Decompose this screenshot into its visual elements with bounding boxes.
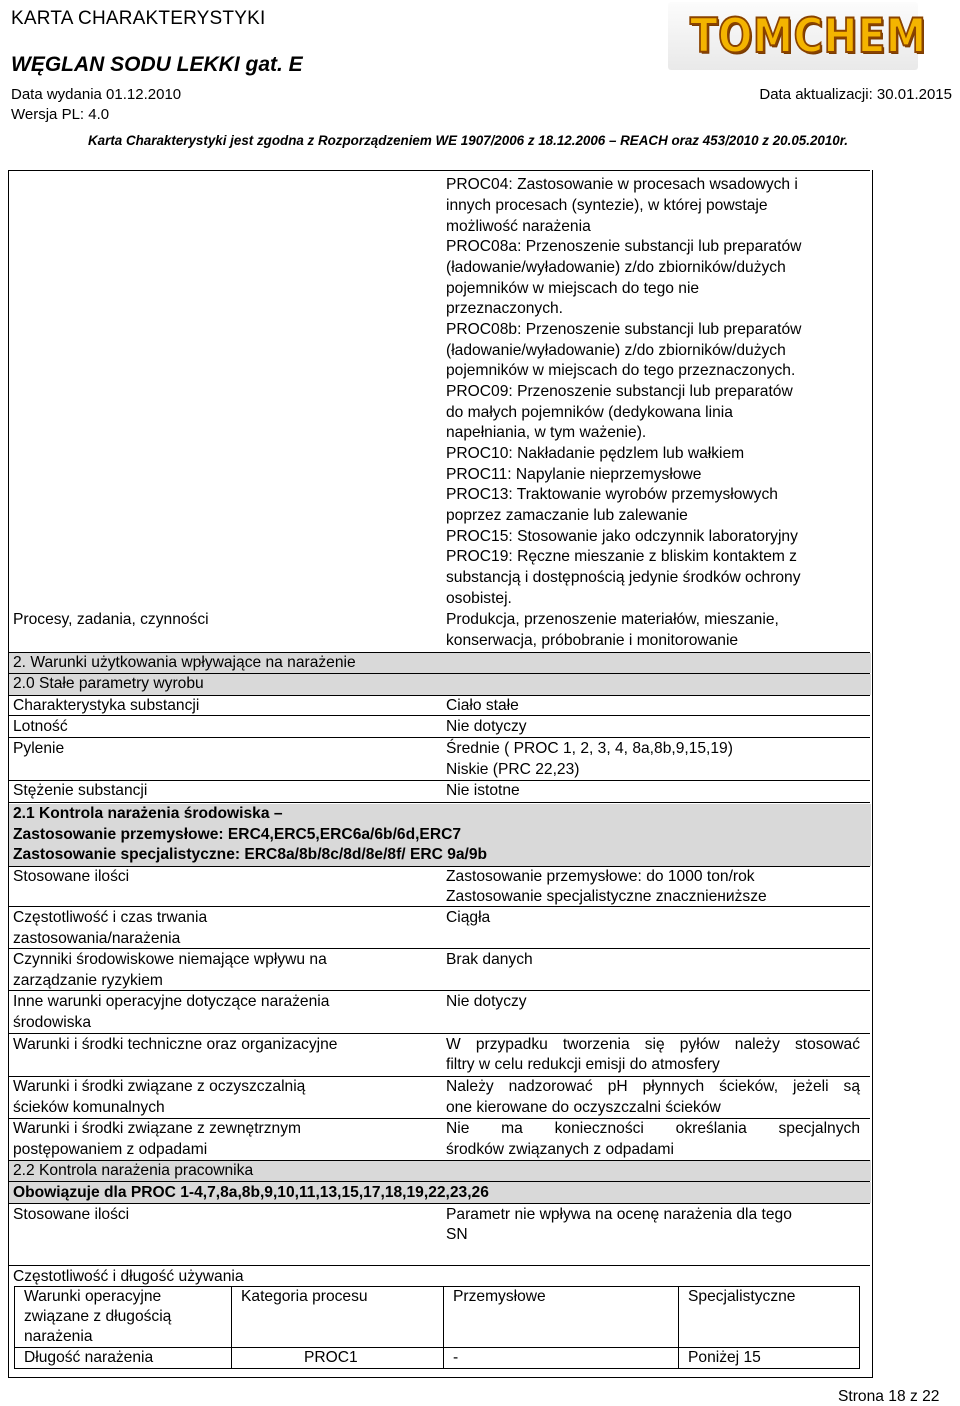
proc-line: PROC08b: Przenoszenie substancji lub preparatów [446,321,802,338]
exposure-table [14,1286,860,1369]
proc-line: PROC10: Nakładanie pędzlem lub wałkiem [446,445,745,462]
product-name: WĘGLAN SODU LEKKI gat. E [11,53,303,76]
table-header-cell: Przemysłowe [444,1287,679,1348]
proc-line: napełniania, w tym ważenie). [446,424,647,441]
procesy-value: Produkcja, przenoszenie materiałów, mieszanie, [446,611,779,628]
param-label: Lotność [13,718,68,735]
table-cell: Długość narażenia [15,1348,232,1369]
update-date: Data aktualizacji: 30.01.2015 [759,86,952,103]
param-value: Ciało stałe [446,697,519,714]
proc-line: PROC04: Zastosowanie w procesach wsadowych i [446,176,798,193]
document-header [0,0,960,170]
table-header-row [15,1287,860,1348]
env-label: zastosowania/narażenia [13,930,181,947]
env-label: zarządzanie ryzykiem [13,972,163,989]
env-value: Zastosowanie specjalistyczne znaczniениższe [446,888,767,905]
proc-line: PROC19: Ręczne mieszanie z bliskim kontaktem z [446,548,797,565]
section-2-0-heading: 2.0 Stałe parametry wyrobu [13,675,204,692]
worker-amount-label: Stosowane ilości [13,1206,130,1223]
procesy-label: Procesy, zadania, czynności [13,611,209,628]
table-row [15,1348,860,1369]
section-2-2-applies: Obowiązuje dla PROC 1-4,7,8a,8b,9,10,11,13,15,17,18,19,22,23,26 [13,1184,489,1201]
section-2-1-heading: 2.1 Kontrola narażenia środowiska – [13,805,283,822]
proc-line: przeznaczonych. [446,300,564,317]
param-label: Stężenie substancji [13,782,148,799]
company-logo-text: TOMCHEM [690,9,927,64]
row-divider [8,802,870,803]
proc-line: osobistej. [446,590,512,607]
param-label: Pylenie [13,740,65,757]
env-value: W przypadku tworzenia się pyłów należy stosować [446,1036,860,1053]
proc-line: PROC13: Traktowanie wyrobów przemysłowych [446,486,778,503]
table-cell: PROC1 [232,1348,444,1369]
table-cell: - [444,1348,679,1369]
proc-line: PROC15: Stosowanie jako odczynnik laboratoryjny [446,528,798,545]
proc-line: poprzez zamaczanie lub zalewanie [446,507,688,524]
table-header-cell: Kategoria procesu [232,1287,444,1348]
section-2-heading: 2. Warunki użytkowania wpływające na narażenie [13,654,356,671]
row-divider [8,737,870,738]
proc-line: pojemników w miejscach do tego przeznaczonych. [446,362,796,379]
env-value: Nie ma konieczności określania specjalnych [446,1120,860,1137]
env-value: środków związanych z odpadami [446,1141,674,1158]
param-value: Średnie ( PROC 1, 2, 3, 4, 8a,8b,9,15,19) [446,740,733,757]
env-value: Nie dotyczy [446,993,527,1010]
env-value: Ciągła [446,909,491,926]
env-label: Częstotliwość i czas trwania [13,909,208,926]
regulation-note: Karta Charakterystyki jest zgodna z Rozporządzeniem WE 1907/2006 z 18.12.2006 – REACH oraz 453/2010 z 20.05.2010r. [88,133,848,148]
table-cell: Poniżej 15 [679,1348,860,1369]
frequency-label: Częstotliwość i długość używania [13,1268,244,1285]
env-label: Warunki i środki techniczne oraz organizacyjne [13,1036,338,1053]
env-value: Brak danych [446,951,533,968]
proc-line: pojemników w miejscach do tego nie [446,280,700,297]
env-value: one kierowane do oczyszczalni ścieków [446,1099,721,1116]
env-label: Inne warunki operacyjne dotyczące narażenia [13,993,330,1010]
row-divider [8,1265,870,1266]
env-label: środowiska [13,1014,91,1031]
worker-amount-value: SN [446,1226,468,1243]
param-label: Charakterystyka substancji [13,697,200,714]
proc-line: do małych pojemników (dedykowana linia [446,404,733,421]
proc-line: innych procesach (syntezie), w której powstaje [446,197,768,214]
proc-line: (ładowanie/wyładowanie) z/do zbiorników/dużych [446,259,786,276]
param-value: Niskie (PRC 22,23) [446,761,580,778]
proc-line: substancją i dostępnością jedynie środków ochrony [446,569,801,586]
table-header-cell: Warunki operacyjne związane z długością narażenia [15,1287,232,1348]
worker-amount-value: Parametr nie wpływa na ocenę narażenia dla tego [446,1206,792,1223]
param-value: Nie istotne [446,782,520,799]
row-divider [8,170,870,171]
row-divider [8,1033,870,1034]
table-header-cell: Specjalistyczne [679,1287,860,1348]
proc-line: możliwość narażenia [446,218,591,235]
version: Wersja PL: 4.0 [11,106,110,123]
env-label: ścieków komunalnych [13,1099,165,1116]
param-value: Nie dotyczy [446,718,527,735]
env-label: Stosowane ilości [13,868,130,885]
document-title: KARTA CHARAKTERYSTYKI [11,8,266,29]
section-2-1-industrial: Zastosowanie przemysłowe: ERC4,ERC5,ERC6a/6b/6d,ERC7 [13,826,462,843]
procesy-value: konserwacja, próbobranie i monitorowanie [446,632,739,649]
env-label: Warunki i środki związane z oczyszczalnią [13,1078,306,1095]
env-label: Warunki i środki związane z zewnętrznym [13,1120,301,1137]
env-label: Czynniki środowiskowe niemające wpływu na [13,951,327,968]
proc-line: PROC11: Napylanie nieprzemysłowe [446,466,702,483]
env-value: filtry w celu redukcji emisji do atmosfery [446,1056,720,1073]
env-value: Należy nadzorować pH płynnych ścieków, jeżeli są [446,1078,860,1095]
section-2-1-specialist: Zastosowanie specjalistyczne: ERC8a/8b/8c/8d/8e/8f/ ERC 9a/9b [13,846,488,863]
page-number: Strona 18 z 22 [838,1388,940,1405]
env-label: postępowaniem z odpadami [13,1141,208,1158]
proc-line: (ładowanie/wyładowanie) z/do zbiorników/dużych [446,342,786,359]
env-value: Zastosowanie przemysłowe: do 1000 ton/rok [446,868,755,885]
proc-line: PROC08a: Przenoszenie substancji lub preparatów [446,238,802,255]
proc-line: PROC09: Przenoszenie substancji lub preparatów [446,383,793,400]
section-2-2-heading: 2.2 Kontrola narażenia pracownika [13,1162,254,1179]
issue-date: Data wydania 01.12.2010 [11,86,182,103]
